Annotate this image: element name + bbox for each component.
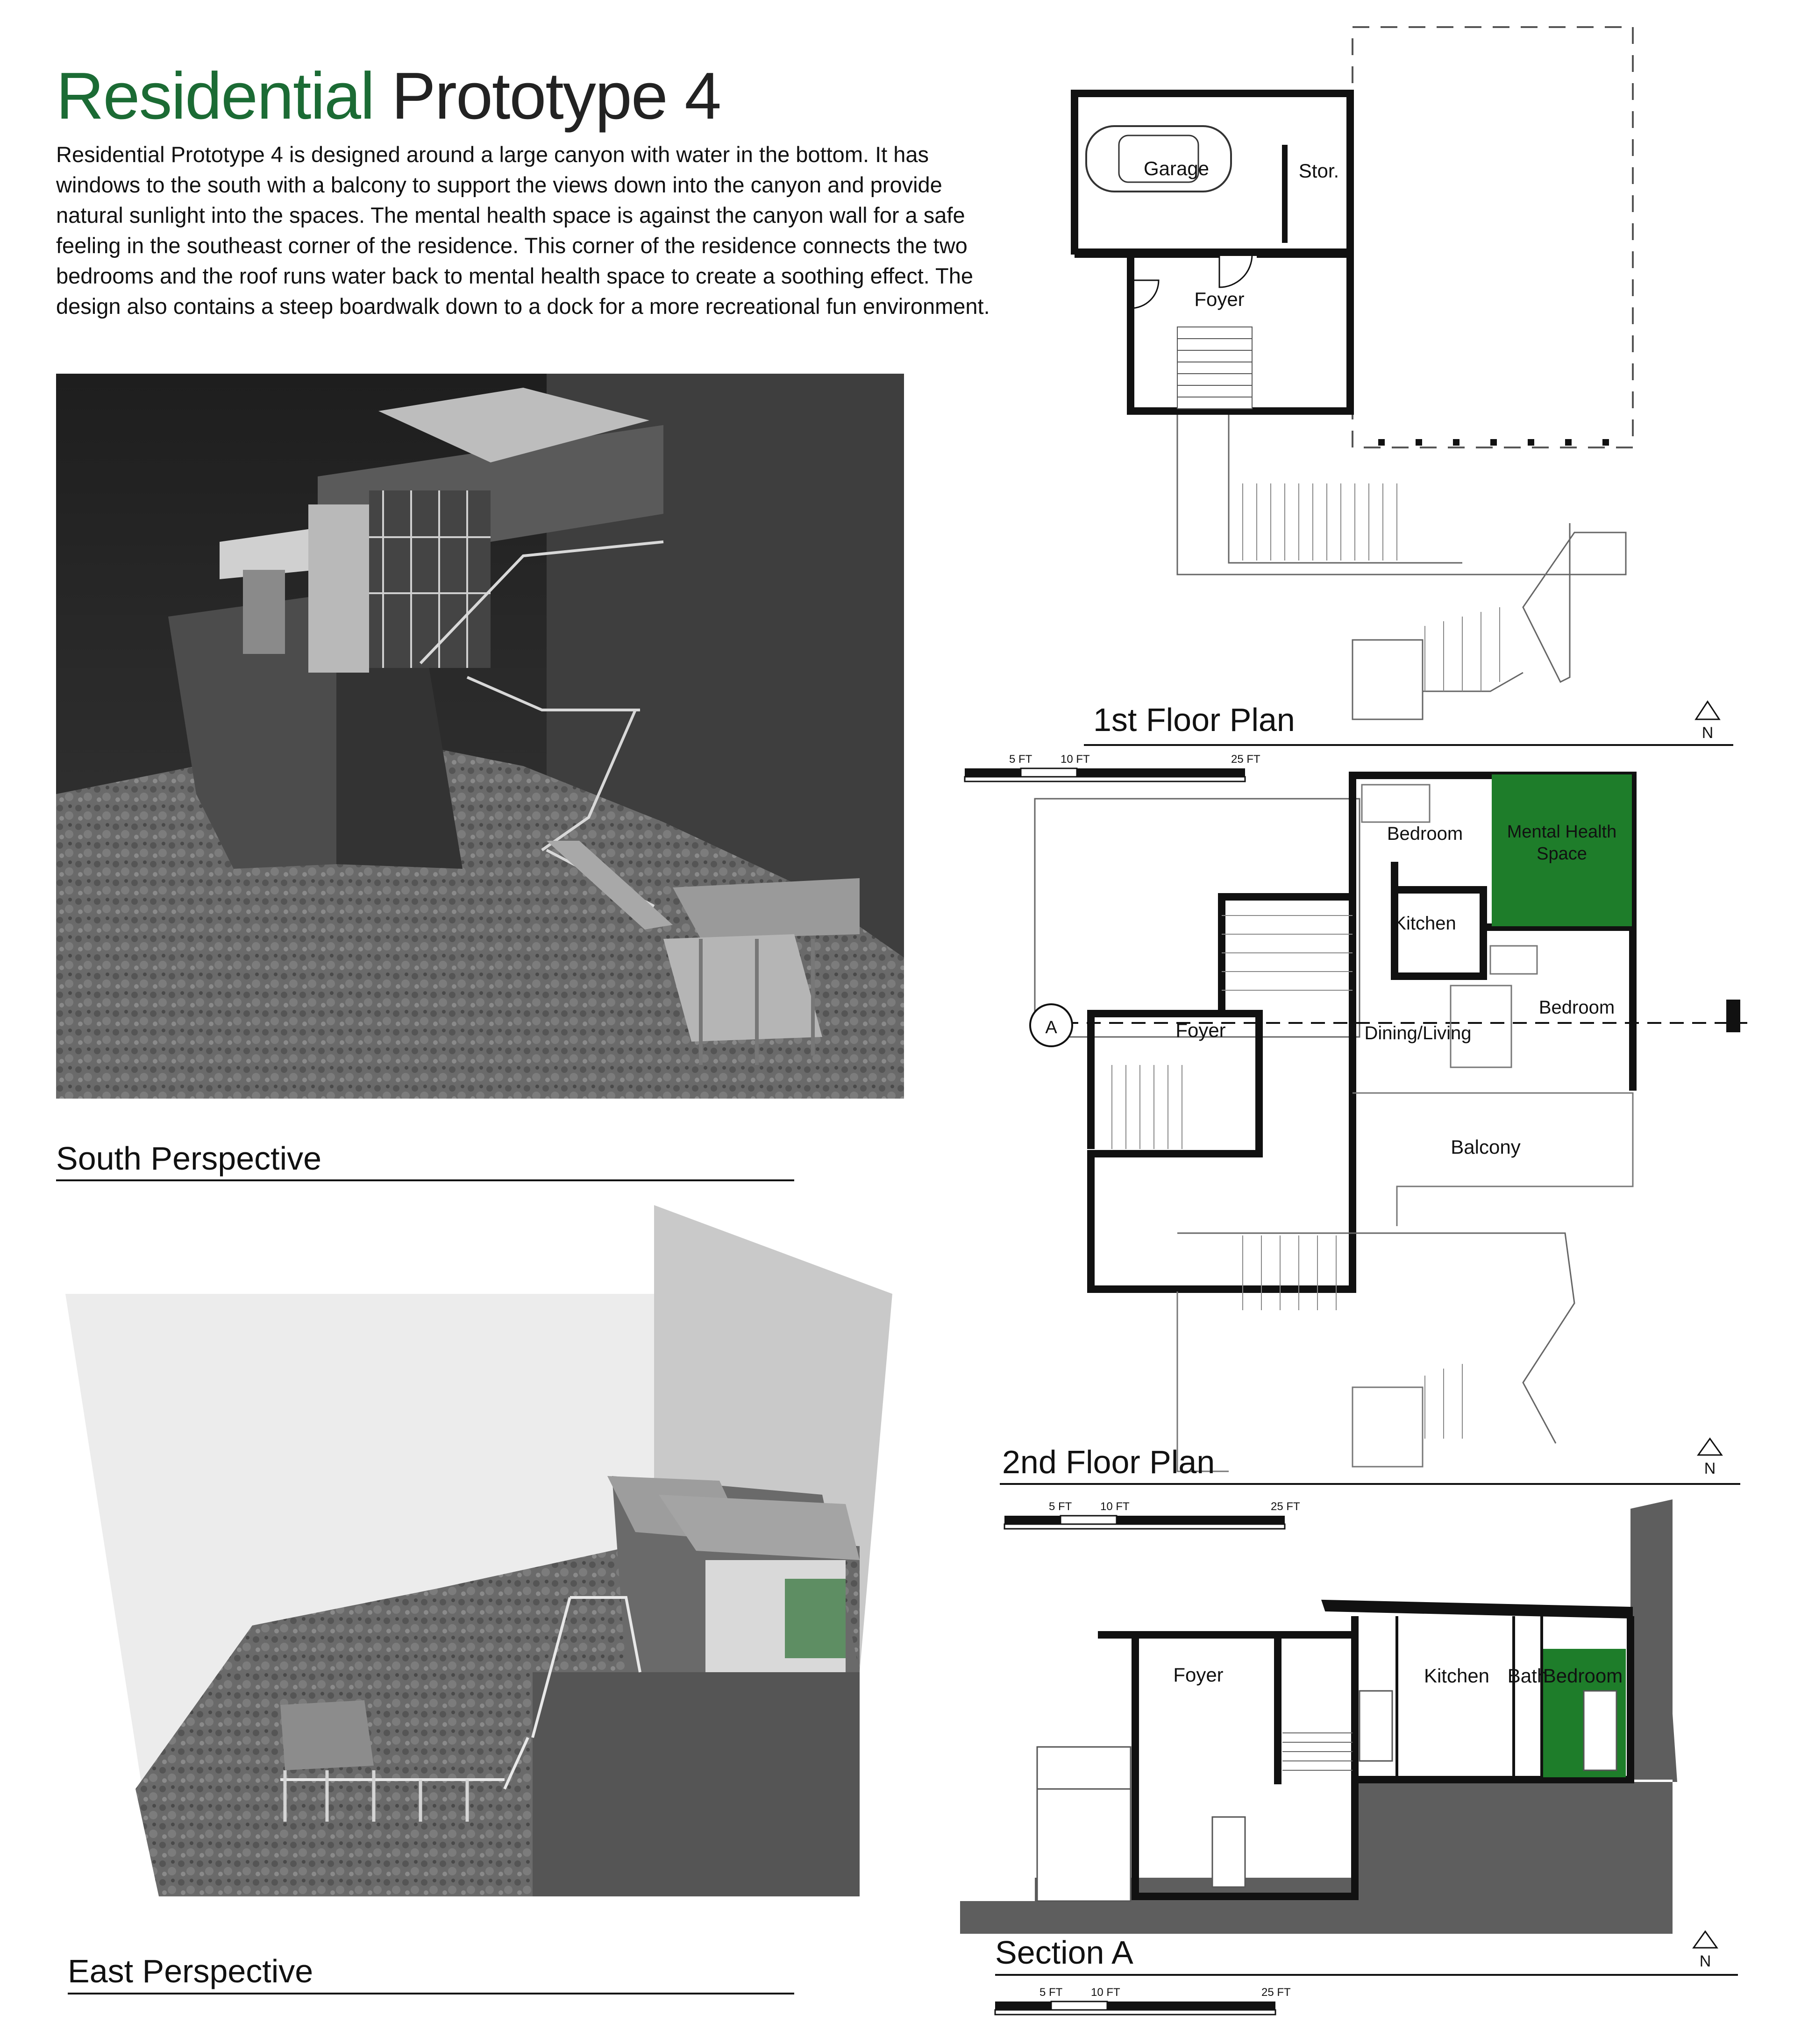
- north-arrow-label: N: [1699, 1952, 1711, 1970]
- floor1-caption: 1st Floor Plan: [1093, 702, 1295, 738]
- scale-bar-section: [993, 1983, 1291, 2025]
- north-arrow-label: N: [1704, 1460, 1716, 1477]
- east-perspective-render: [65, 1205, 897, 1906]
- caption-underline: [1000, 1483, 1740, 1485]
- foyer-label: Foyer: [1194, 288, 1245, 310]
- scale-25ft-label: 25 FT: [1261, 1986, 1291, 1999]
- scale-10ft-label: 10 FT: [1100, 1500, 1130, 1513]
- east-perspective-caption: East Perspective: [68, 1953, 313, 1989]
- page-title: [56, 59, 721, 133]
- scale-25ft-label: 25 FT: [1231, 753, 1260, 766]
- north-arrow-label: N: [1701, 724, 1714, 742]
- section-marker-label: A: [1045, 1018, 1057, 1037]
- storage-label: Stor.: [1298, 160, 1339, 182]
- section-foyer-label: Foyer: [1173, 1664, 1224, 1686]
- section-caption: Section A: [995, 1934, 1133, 1971]
- south-render-illustration: [56, 374, 904, 1099]
- scale-5ft-label: 5 FT: [1039, 1986, 1063, 1999]
- bedroom1-label: Bedroom: [1387, 823, 1463, 844]
- mental-health-label-line2: Space: [1537, 844, 1587, 864]
- dining-living-label: Dining/Living: [1364, 1023, 1472, 1043]
- east-render-illustration: [65, 1205, 897, 1906]
- kitchen-label: Kitchen: [1394, 913, 1456, 934]
- scale-5ft-label: 5 FT: [1049, 1500, 1072, 1513]
- south-perspective-caption: South Perspective: [56, 1140, 322, 1177]
- section-bedroom-label: Bedroom: [1543, 1665, 1623, 1687]
- balcony-label: Balcony: [1451, 1136, 1521, 1158]
- scale-5ft-label: 5 FT: [1009, 753, 1032, 766]
- scale-25ft-label: 25 FT: [1271, 1500, 1300, 1513]
- scale-10ft-label: 10 FT: [1091, 1986, 1120, 1999]
- garage-label: Garage: [1143, 157, 1210, 179]
- first-floor-plan: [958, 19, 1752, 757]
- foyer-label-2f: Foyer: [1175, 1019, 1226, 1041]
- floor2-caption: 2nd Floor Plan: [1002, 1444, 1215, 1480]
- caption-underline: [68, 1993, 794, 1994]
- section-bath-label: Bath: [1507, 1665, 1548, 1687]
- title-dark-part: Prototype 4: [391, 59, 721, 133]
- scale-10ft-label: 10 FT: [1061, 753, 1090, 766]
- mental-health-label-line1: Mental Health: [1507, 822, 1617, 842]
- section-kitchen-label: Kitchen: [1424, 1665, 1490, 1687]
- south-perspective-render: [56, 374, 904, 1099]
- section-a-drawing: [958, 1490, 1752, 1948]
- north-arrow-floor2: [1691, 1436, 1729, 1488]
- caption-underline: [995, 1974, 1738, 1976]
- title-green-part: Residential: [56, 59, 374, 133]
- second-floor-plan: [958, 766, 1752, 1504]
- caption-underline: [56, 1179, 794, 1181]
- north-arrow-section: [1687, 1929, 1724, 1980]
- bedroom2-label: Bedroom: [1538, 997, 1615, 1018]
- project-description: Residential Prototype 4 is designed around a large canyon with water in the bottom. It has windows to the south with a balcony to support the views down into the canyon and provide natural sunlight into the spaces. The mental health space is against the canyon wall for a safe feeling in the southeast corner of the residence. This corner of the residence connects the two bedrooms and the roof runs water back to mental health space to create a soothing effect. The design also contains a steep boardwalk down to a dock for a more recreational fun environment.: [56, 142, 990, 319]
